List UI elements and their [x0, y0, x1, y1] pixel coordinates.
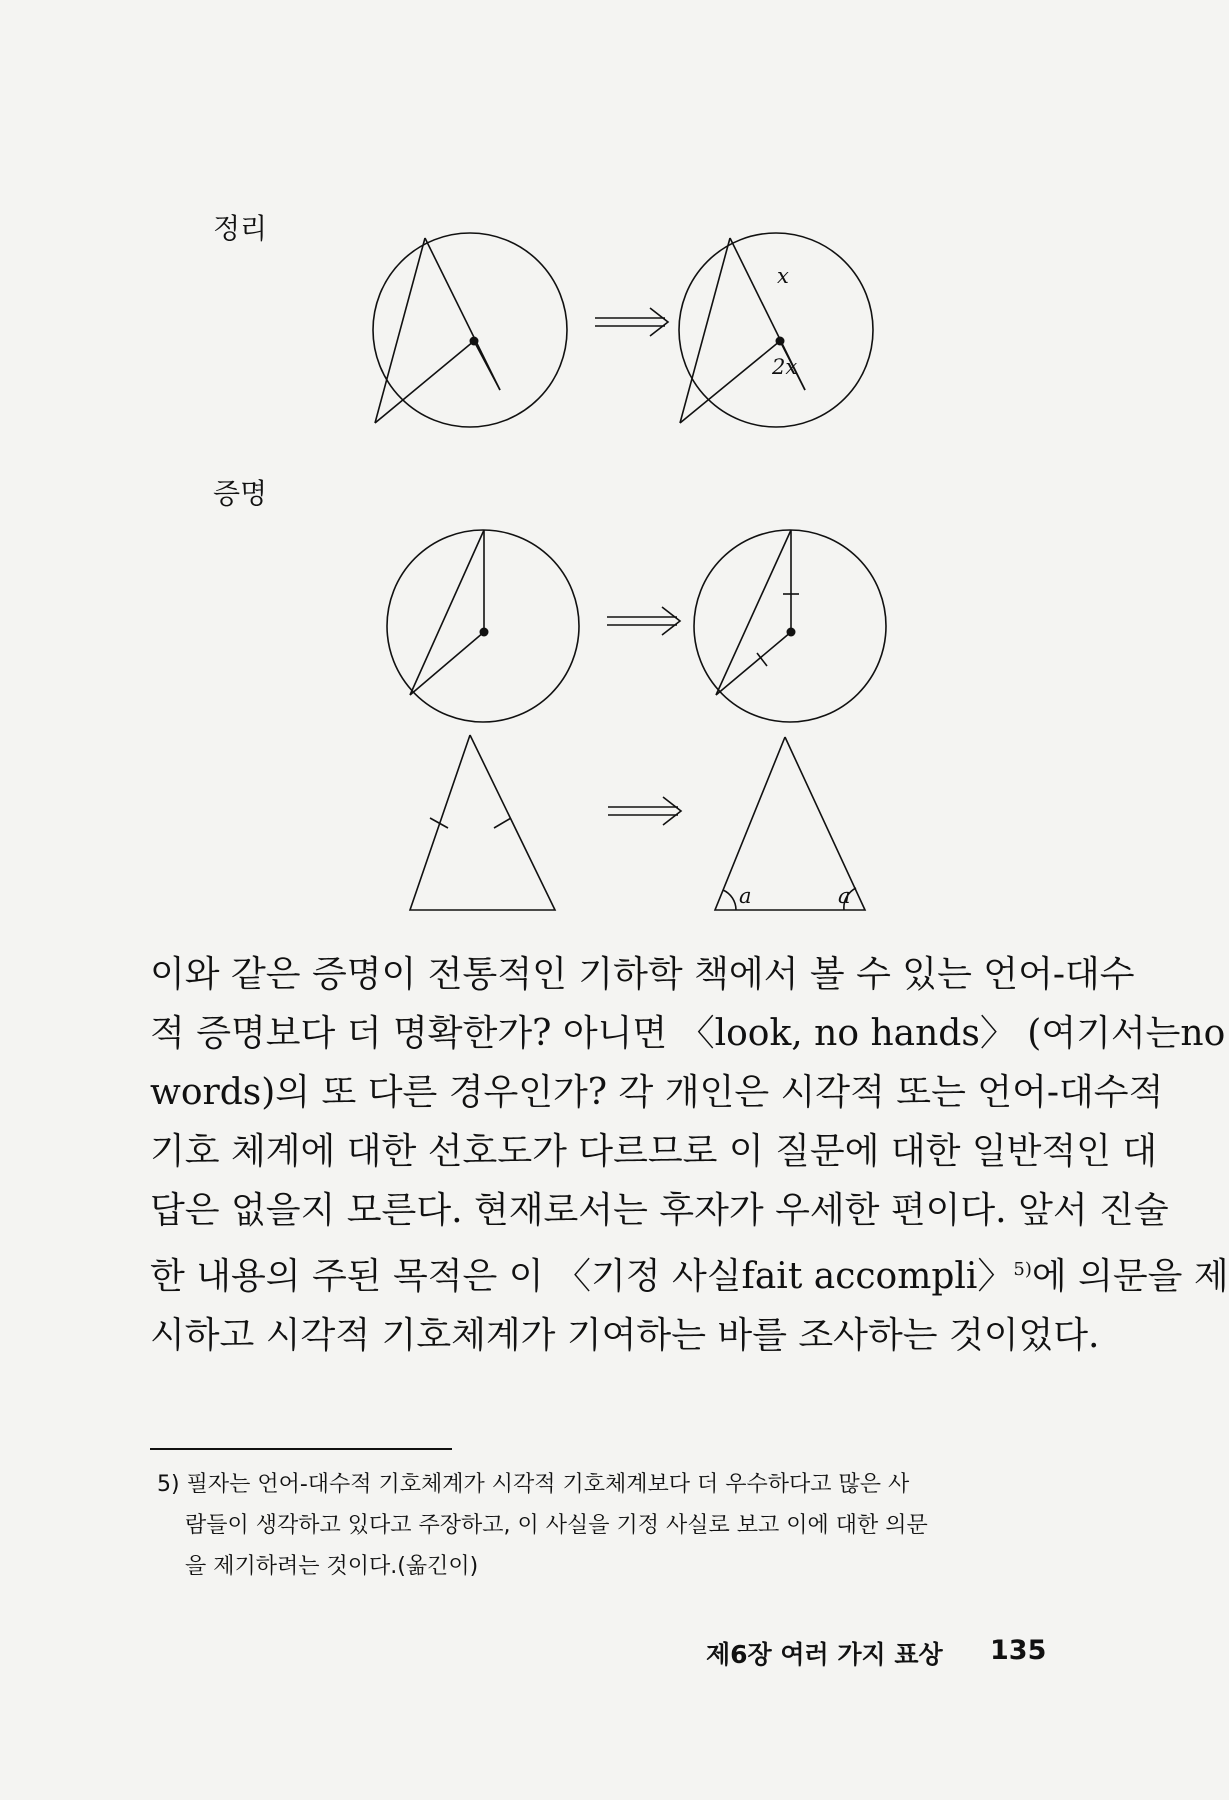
paragraph-line: 시하고 시각적 기호체계가 기여하는 바를 조사하는 것이었다.	[150, 1315, 1100, 1356]
footnote-divider	[150, 1448, 452, 1450]
proof-left-radius-diagonal	[410, 632, 484, 695]
proof-circle-right	[694, 530, 886, 722]
footnote-line-1	[157, 1464, 1022, 1505]
proof-left-chord	[410, 530, 484, 695]
paragraph-line: words)의 또 다른 경우인가? 각 개인은 시각적 또는 언어-대수적	[150, 1072, 1164, 1113]
theorem-left-chord-1	[375, 238, 425, 423]
proof-circle-left	[387, 530, 579, 722]
paragraph-line-6-head: 한 내용의 주된 목적은 이 〈기정 사실fait accompli〉	[150, 1256, 1014, 1297]
paragraph-line-6-tail: 에 의문을 제	[1031, 1256, 1229, 1297]
arrow-2-head	[662, 607, 680, 635]
arrow-3-head	[663, 797, 681, 825]
footnote-number: 5)	[157, 1472, 180, 1497]
label-theorem: 정리	[213, 212, 268, 245]
label-proof: 증명	[213, 477, 268, 510]
arrow-1-head	[650, 308, 668, 336]
angle-label-x: x	[777, 264, 789, 288]
base-angle-label-right: a	[838, 884, 851, 908]
footnote	[157, 1464, 1050, 1587]
paragraph-line: 답은 없을지 모른다. 현재로서는 후자가 우세한 편이다. 앞서 진술	[150, 1190, 1169, 1231]
proof-right-center-dot	[787, 628, 796, 637]
main-paragraph	[150, 945, 1229, 1365]
paragraph-line-with-footnote	[150, 1240, 1229, 1306]
proof-right-chord	[716, 530, 791, 695]
triangle-right-base-arc-left	[723, 890, 736, 910]
paragraph-line: 적 증명보다 더 명확한가? 아니면 〈look, no hands〉 (여기서는no	[150, 1013, 1226, 1054]
footnote-line-text: 필자는 언어-대수적 기호체계가 시각적 기호체계보다 더 우수하다고 많은 사	[186, 1472, 910, 1497]
footnote-line: 람들이 생각하고 있다고 주장하고, 이 사실을 기정 사실로 보고 이에 대한 의문	[185, 1513, 928, 1538]
triangle-left-tick-right	[494, 818, 511, 828]
triangle-left	[410, 735, 555, 910]
proof-left-center-dot	[480, 628, 489, 637]
base-angle-label-left: a	[739, 884, 752, 908]
figure-strokes	[373, 233, 886, 910]
theorem-left-center-dot	[470, 337, 479, 346]
running-footer-chapter: 제6장 여러 가지 표상	[706, 1640, 943, 1669]
footnote-line: 을 제기하려는 것이다.(옮긴이)	[185, 1554, 479, 1579]
angle-label-2x: 2x	[772, 355, 798, 379]
theorem-right-center-dot	[776, 337, 785, 346]
proof-right-radius-diagonal	[716, 632, 791, 695]
paragraph-line: 이와 같은 증명이 전통적인 기하학 책에서 볼 수 있는 언어-대수	[150, 954, 1135, 995]
footnote-reference: 5)	[1013, 1259, 1032, 1280]
paragraph-line: 기호 체계에 대한 선호도가 다르므로 이 질문에 대한 일반적인 대	[150, 1131, 1158, 1172]
page-number: 135	[990, 1635, 1047, 1666]
